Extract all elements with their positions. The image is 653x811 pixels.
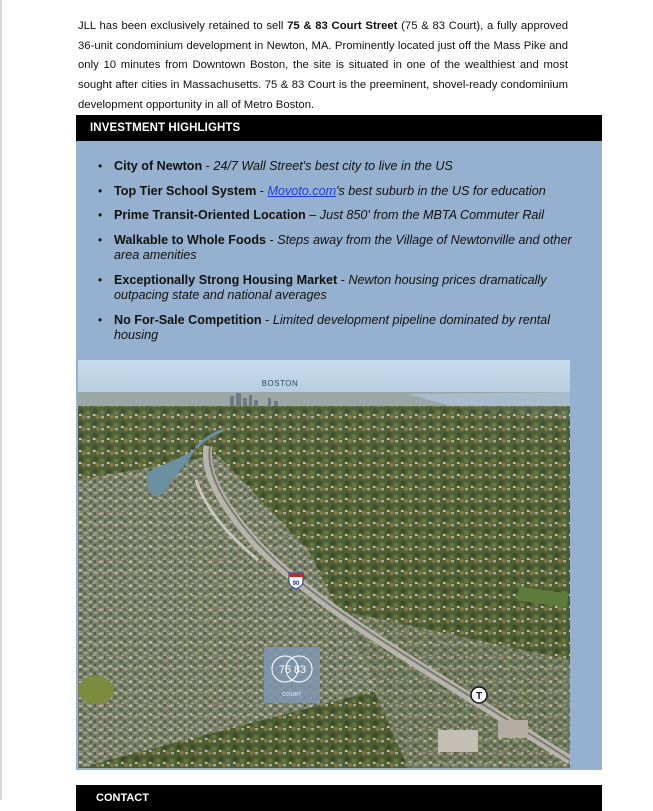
movoto-link[interactable]: Movoto.com [267, 183, 337, 198]
highlight-city-of-newton: • City of Newton - 24/7 Wall Street's best city to live in the US [98, 159, 453, 173]
site-marker-83: 83 [293, 664, 307, 676]
mbta-t-letter: T [475, 691, 483, 702]
highlight-housing-market: • Exceptionally Strong Housing Market - Newton housing prices dramatically outpacing state and national averages [98, 272, 547, 302]
intro-paragraph: JLL has been exclusively retained to sell 75 & 83 Court Street (75 & 83 Court), a fully approved 36-unit condominium development in Newton, MA. Prominently located just off the Mass Pike and only 10 minutes from Downtown Boston, the site is situated in one of the wealthiest and most sought after cities in Massachusetts. 75 & 83 Court is the preeminent, shovel-ready condominium development opportunity in all of Metro Boston. [78, 20, 568, 111]
bullet-icon: • [98, 183, 103, 198]
bullet-icon: • [98, 159, 103, 173]
highway-shield-icon [289, 573, 303, 589]
site-marker-75: 75 [278, 664, 292, 676]
mbta-t-icon [471, 687, 487, 703]
bullet-icon: • [98, 232, 103, 247]
site-marker-caption: COURT [282, 692, 302, 698]
highlight-school-system: • Top Tier School System - Movoto.com's best suburb in the US for education [98, 183, 546, 198]
aerial-photo [78, 360, 570, 768]
boston-label: BOSTON [261, 379, 299, 388]
highlight-transit-location: • Prime Transit-Oriented Location – Just 850' from the MBTA Commuter Rail [98, 208, 545, 222]
highway-shield-number: 90 [292, 581, 300, 587]
page-edge [0, 0, 2, 800]
property-name: 75 & 83 Court Street [287, 20, 398, 33]
highlight-whole-foods: • Walkable to Whole Foods - Steps away from the Village of Newtonville and other area amenities [98, 232, 572, 262]
highlight-no-competition: • No For-Sale Competition - Limited development pipeline dominated by rental housing [98, 312, 551, 342]
investment-highlights-panel [76, 115, 602, 770]
highlights-list [98, 159, 578, 353]
bullet-icon: • [98, 208, 103, 222]
aerial-map-illustration [78, 360, 570, 768]
bullet-icon: • [98, 312, 103, 327]
site-marker [264, 647, 320, 703]
contact-header: CONTACT [76, 785, 602, 811]
investment-highlights-header: INVESTMENT HIGHLIGHTS [76, 115, 602, 141]
bullet-icon: • [98, 272, 103, 287]
